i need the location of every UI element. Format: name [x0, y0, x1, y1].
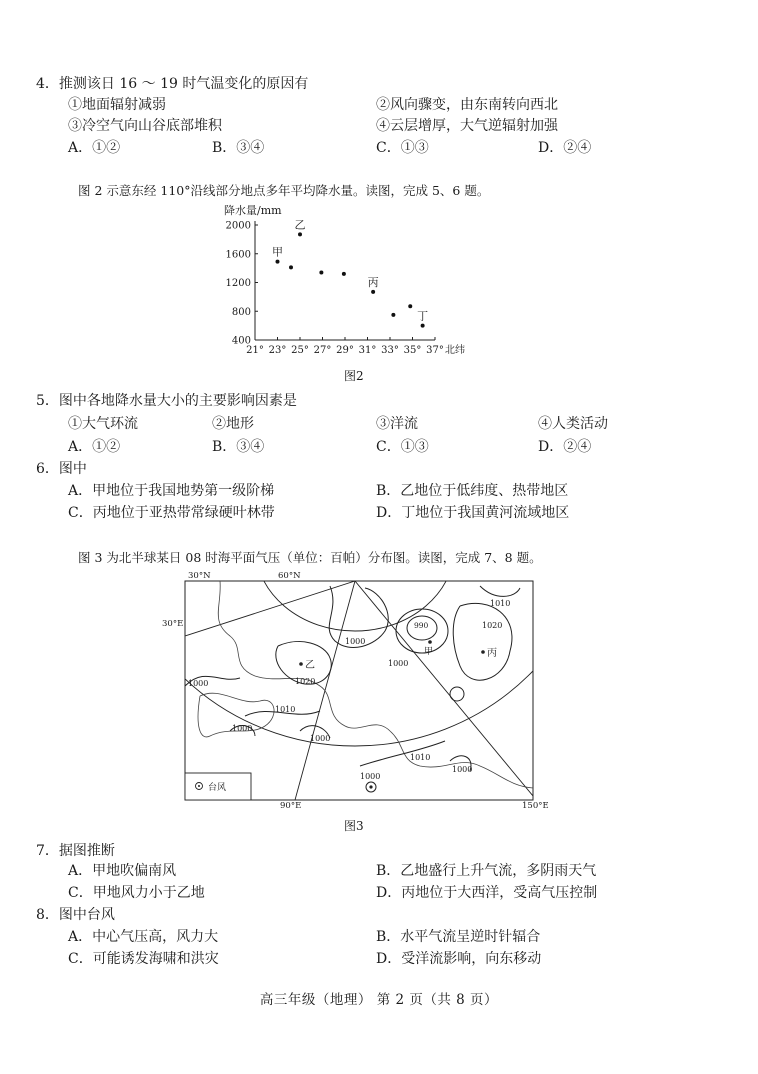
isobar-label: 1020 — [482, 621, 503, 630]
q5-statement-1: ①大气环流 — [68, 416, 138, 432]
fig2-caption: 图2 — [344, 369, 364, 383]
chart-x-tick-label: 33° — [381, 345, 399, 356]
q4-statement-3: ③冷空气向山谷底部堆积 — [68, 118, 222, 134]
q6-option-b: B．乙地位于低纬度、热带地区 — [376, 483, 569, 499]
isobar-label: 1000 — [232, 724, 253, 733]
lat-label-30n: 30°N — [188, 571, 211, 581]
isobar-label: 1010 — [410, 753, 431, 762]
q5-statement-4: ④人类活动 — [538, 416, 608, 432]
isobar-label: 1000 — [452, 765, 473, 774]
chart-x-tick-label: 31° — [358, 345, 377, 356]
place-dot-jia — [428, 640, 432, 644]
q4-statement-4: ④云层增厚，大气逆辐射加强 — [376, 118, 558, 134]
q4-choice-d: D．②④ — [538, 140, 592, 156]
q5-choice-b: B．③④ — [212, 439, 265, 455]
precipitation-chart — [200, 198, 500, 368]
chart-x-tick-label: 23° — [268, 345, 287, 356]
lon-label-90e: 90°E — [280, 801, 302, 810]
chart-x-tick-label: 35° — [403, 345, 422, 356]
lon-label-30e: 30°E — [162, 619, 184, 629]
chart-point — [276, 260, 280, 264]
q4-choice-a: A．①② — [68, 140, 121, 156]
chart-point — [319, 270, 323, 274]
place-label-yi: 乙 — [305, 660, 315, 671]
q6-option-d: D．丁地位于我国黄河流域地区 — [376, 505, 570, 521]
q8-option-b: B．水平气流呈逆时针辐合 — [376, 929, 541, 945]
lon-label-150e: 150°E — [522, 801, 549, 810]
q5-choice-a: A．①② — [68, 439, 121, 455]
isobar-label: 1000 — [388, 659, 409, 668]
chart-point-label: 丙 — [367, 275, 379, 289]
map-frame — [185, 581, 533, 800]
q7-option-b: B．乙地盛行上升气流，多阴雨天气 — [376, 863, 597, 879]
isobar-1020-high — [453, 603, 512, 680]
isobar-label: 1000 — [360, 772, 381, 781]
lat-label-60n: 60°N — [278, 571, 301, 581]
q8-stem: 8．图中台风 — [36, 907, 115, 923]
chart-point — [371, 290, 375, 294]
marked-circle — [450, 687, 464, 701]
intro-7-8: 图 3 为北半球某日 08 时海平面气压（单位：百帕）分布图。读图，完成 7、8 题。 — [78, 550, 542, 565]
q4-choice-b: B．③④ — [212, 140, 265, 156]
q5-stem: 5．图中各地降水量大小的主要影响因素是 — [36, 393, 297, 409]
chart-point — [342, 272, 346, 276]
q8-option-c: C．可能诱发海啸和洪灾 — [68, 951, 219, 967]
chart-y-tick-label: 800 — [231, 306, 251, 318]
chart-x-tick-label: 29° — [336, 345, 354, 356]
chart-axes — [255, 221, 435, 340]
chart-point — [391, 313, 395, 317]
intro-5-6: 图 2 示意东经 110°沿线部分地点多年平均降水量。读图，完成 5、6 题。 — [78, 183, 490, 198]
chart-point-label: 乙 — [294, 218, 306, 232]
chart-x-tick-label: 25° — [291, 345, 309, 356]
isobar-1010-ne — [480, 586, 520, 596]
place-dot-yi — [299, 662, 303, 666]
chart-xlabel: 北纬 — [445, 345, 465, 356]
isobar-label: 1020 — [295, 677, 316, 686]
isobar-label: 1000 — [310, 734, 331, 743]
isobar-label: 990 — [414, 621, 429, 630]
typhoon-eye — [369, 785, 372, 788]
chart-point — [298, 232, 302, 236]
coastline — [218, 581, 533, 788]
q4-statement-2: ②风向骤变，由东南转向西北 — [376, 97, 558, 113]
chart-x-tick-label: 21° — [246, 345, 264, 356]
q5-statement-3: ③洋流 — [376, 416, 418, 432]
chart-point-labels — [272, 218, 428, 322]
place-label-jia: 甲 — [424, 647, 434, 657]
isobar-label: 1000 — [188, 679, 209, 688]
isobar-label: 1000 — [345, 637, 366, 646]
isobar-label: 1010 — [275, 705, 296, 714]
q5-statement-2: ②地形 — [212, 416, 254, 432]
page-footer: 高三年级（地理） 第 2 页（共 8 页） — [259, 992, 499, 1008]
isobar-label: 1010 — [490, 599, 511, 608]
q6-option-c: C．丙地位于亚热带常绿硬叶林带 — [68, 505, 275, 521]
chart-point — [421, 324, 425, 328]
q6-option-a: A．甲地位于我国地势第一级阶梯 — [68, 483, 275, 499]
q7-option-d: D．丙地位于大西洋，受高气压控制 — [376, 885, 598, 901]
chart-y-tick-label: 1600 — [225, 249, 251, 261]
q7-stem: 7．据图推断 — [36, 843, 115, 859]
chart-points — [276, 232, 425, 327]
q5-choice-c: C．①③ — [376, 439, 429, 455]
chart-x-tick-label: 37° — [426, 345, 444, 356]
q6-stem: 6．图中 — [36, 461, 87, 477]
chart-point-label: 丁 — [417, 309, 429, 323]
fig3-caption: 图3 — [344, 819, 364, 833]
q4-stem: 4．推测该日 16 ～ 19 时气温变化的原因有 — [36, 76, 309, 92]
chart-y-tick-label: 400 — [231, 335, 251, 347]
chart-x-tick-label: 27° — [313, 345, 332, 356]
meridian-150e — [355, 581, 533, 796]
chart-y-ticks — [226, 221, 258, 347]
q4-statement-1: ①地面辐射减弱 — [68, 97, 166, 113]
q7-option-c: C．甲地风力小于乙地 — [68, 885, 205, 901]
chart-point — [408, 304, 412, 308]
chart-y-tick-label: 2000 — [225, 220, 251, 232]
q4-choice-c: C．①③ — [376, 140, 429, 156]
pressure-map — [160, 566, 560, 810]
chart-y-tick-label: 1200 — [225, 278, 251, 289]
q8-option-a: A．中心气压高，风力大 — [68, 929, 219, 945]
chart-point — [289, 265, 293, 269]
place-dot-bing — [481, 650, 485, 654]
q8-option-d: D．受洋流影响，向东移动 — [376, 951, 542, 967]
isobar-1010-south — [360, 741, 445, 766]
chart-ylabel: 降水量/mm — [224, 204, 282, 217]
legend-label: 台风 — [208, 783, 227, 793]
chart-point-label: 甲 — [272, 245, 283, 259]
q7-option-a: A．甲地吹偏南风 — [68, 863, 177, 879]
q5-choice-d: D．②④ — [538, 439, 592, 455]
place-label-bing: 丙 — [487, 648, 497, 659]
